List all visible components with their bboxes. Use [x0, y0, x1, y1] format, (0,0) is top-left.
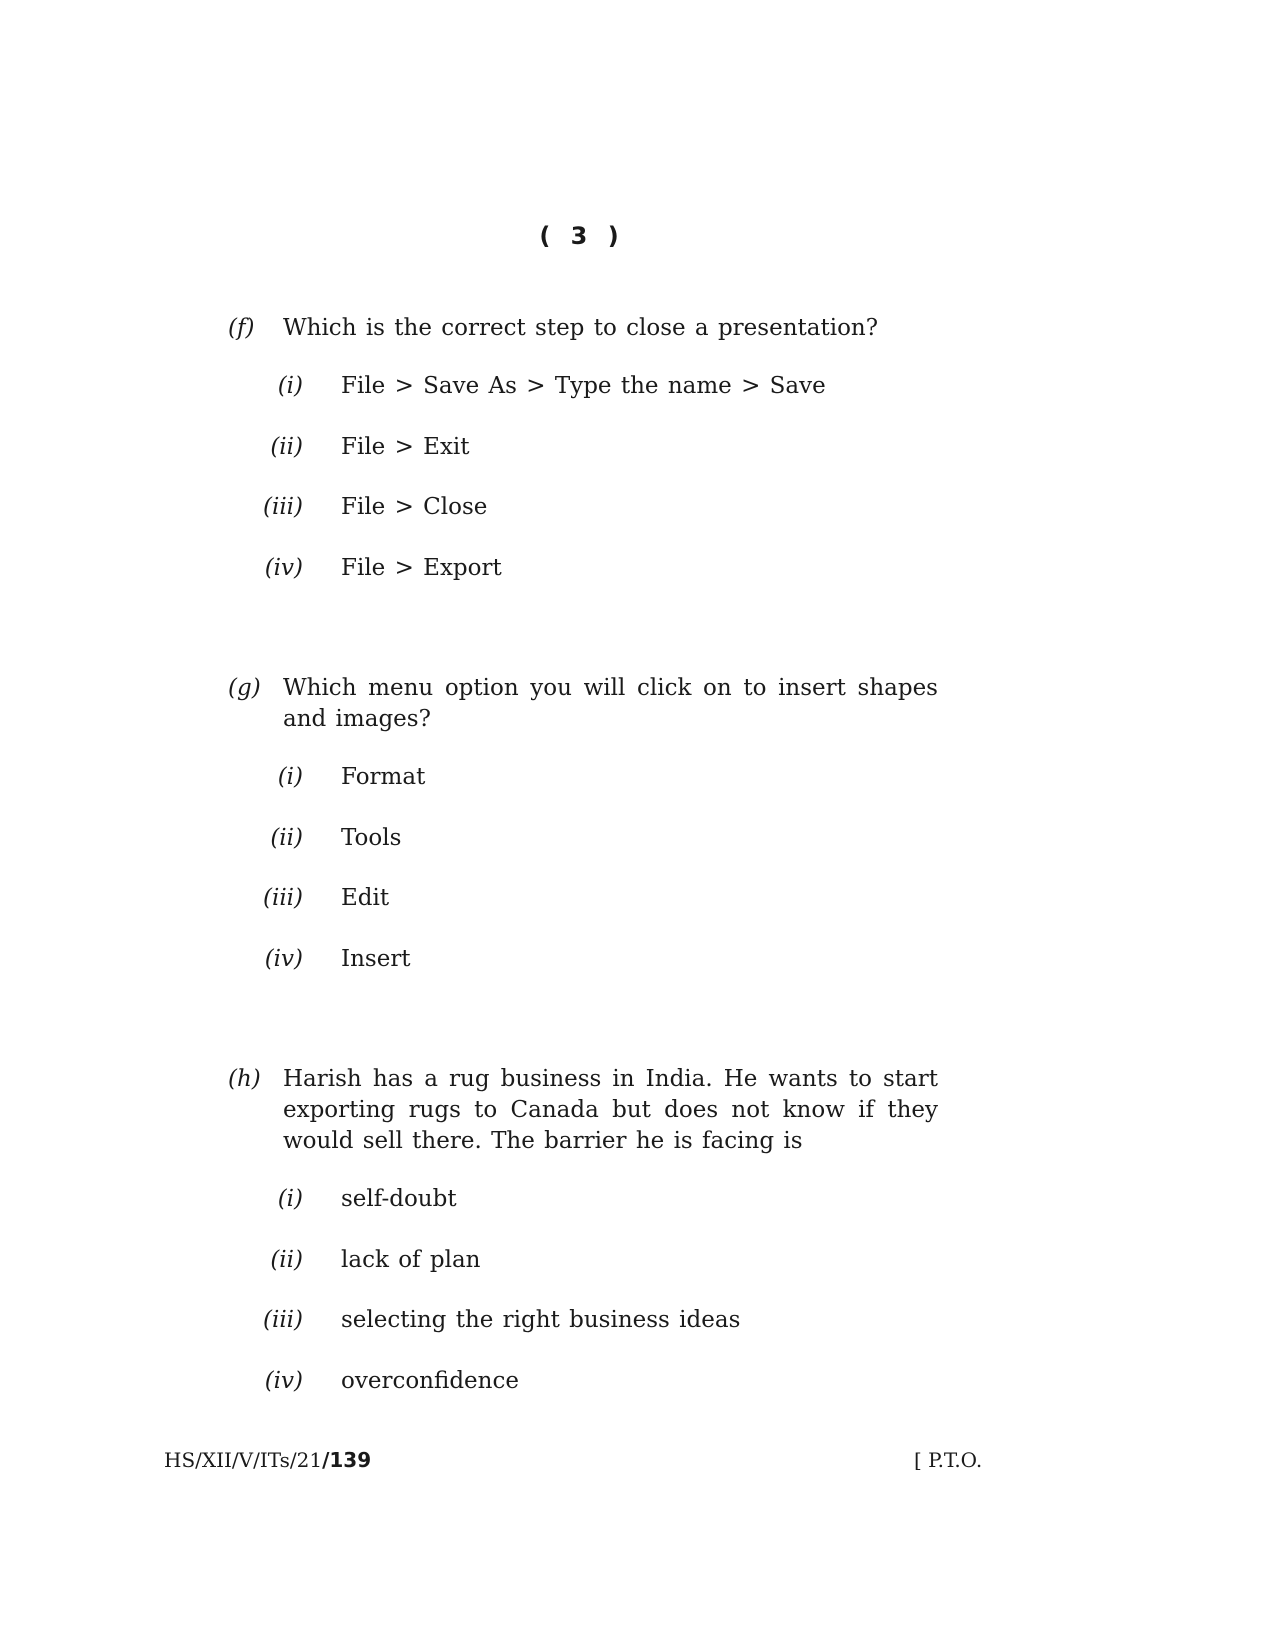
option-item	[228, 432, 938, 493]
option-marker: (i)	[277, 764, 303, 790]
option-text: File > Save As > Type the name > Save	[341, 373, 826, 399]
option-text: Tools	[341, 824, 402, 851]
option-item	[228, 553, 938, 614]
options-list	[228, 762, 938, 1004]
option-marker: (ii)	[270, 433, 303, 460]
option-text: File > Export	[341, 554, 502, 581]
option-marker: (iv)	[264, 1367, 303, 1394]
option-item	[228, 823, 938, 884]
option-marker: (ii)	[270, 824, 303, 851]
option-marker: (iii)	[262, 494, 303, 520]
option-item	[228, 1366, 938, 1427]
options-list	[228, 1184, 938, 1426]
option-text: File > Close	[341, 494, 488, 520]
option-text: selecting the right business ideas	[341, 1307, 741, 1333]
option-marker: (ii)	[270, 1246, 303, 1273]
options-list	[228, 371, 938, 613]
option-item	[228, 492, 938, 553]
question-text: Which menu option you will click on to insert shapes and images?	[283, 675, 938, 732]
page-number: ( 3 )	[539, 222, 621, 250]
paper-code-suffix: /139	[322, 1448, 372, 1472]
option-text: Format	[341, 764, 426, 790]
option-marker: (iv)	[264, 554, 303, 581]
question-marker: (h)	[228, 1066, 261, 1092]
option-item	[228, 1305, 938, 1366]
option-text: self-doubt	[341, 1186, 457, 1212]
option-item	[228, 371, 938, 432]
option-marker: (iii)	[262, 1307, 303, 1333]
option-marker: (i)	[277, 1186, 303, 1212]
option-item	[228, 944, 938, 1005]
question-h	[228, 1064, 938, 1426]
option-item	[228, 762, 938, 823]
option-text: File > Exit	[341, 433, 470, 460]
option-item	[228, 1245, 938, 1306]
option-item	[228, 1184, 938, 1245]
paper-code	[164, 1448, 371, 1472]
option-marker: (i)	[277, 373, 303, 399]
question-f	[228, 313, 938, 613]
option-text: Edit	[341, 885, 390, 911]
question-g	[228, 673, 938, 1004]
option-marker: (iii)	[262, 885, 303, 911]
option-text: Insert	[341, 945, 411, 972]
paper-code-prefix: HS/XII/V/ITs/21	[164, 1448, 323, 1472]
option-item	[228, 883, 938, 944]
question-text: Harish has a rug business in India. He wants to start exporting rugs to Canada but does not know if they would sell there. The barrier he is facing is	[283, 1066, 938, 1154]
question-text: Which is the correct step to close a presentation?	[283, 315, 879, 341]
option-text: overconfidence	[341, 1367, 519, 1394]
question-marker: (f)	[228, 315, 255, 341]
pto-note: [ P.T.O.	[914, 1448, 983, 1472]
option-text: lack of plan	[341, 1246, 481, 1273]
question-marker: (g)	[228, 675, 261, 701]
option-marker: (iv)	[264, 945, 303, 972]
